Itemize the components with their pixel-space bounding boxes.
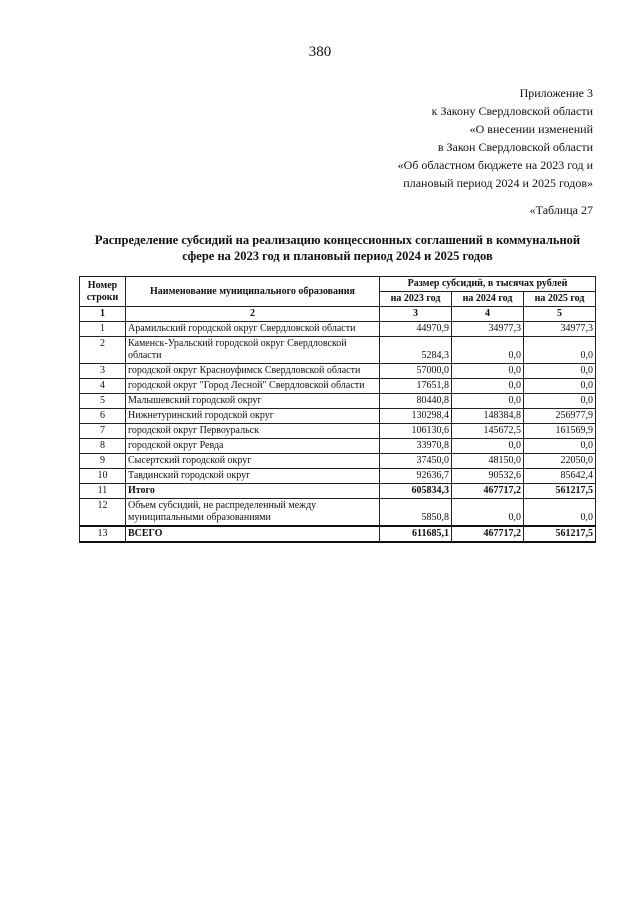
row-number: 9 — [80, 454, 126, 469]
municipality-name: городской округ Ревда — [126, 439, 380, 454]
appendix-line: «О внесении изменений — [469, 122, 593, 136]
table-row — [80, 337, 596, 364]
header-2023: на 2023 год — [380, 292, 452, 307]
value-2023: 44970,9 — [380, 322, 452, 337]
value-2024: 0,0 — [452, 499, 524, 527]
table-row — [80, 322, 596, 337]
value-2025: 22050,0 — [524, 454, 596, 469]
municipality-name: Объем субсидий, не распределенный между муниципальными образованиями — [126, 499, 380, 527]
value-2024: 0,0 — [452, 337, 524, 364]
municipality-name: Малышевский городской округ — [126, 394, 380, 409]
value-2025: 0,0 — [524, 379, 596, 394]
row-number: 8 — [80, 439, 126, 454]
value-2023: 5284,3 — [380, 337, 452, 364]
value-2025: 0,0 — [524, 439, 596, 454]
header-amount-group: Размер субсидий, в тысячах рублей — [380, 277, 596, 292]
column-index: 2 — [126, 307, 380, 322]
value-2025: 0,0 — [524, 337, 596, 364]
value-2025: 0,0 — [524, 499, 596, 527]
table-row — [80, 424, 596, 439]
column-index: 4 — [452, 307, 524, 322]
row-number: 12 — [80, 499, 126, 527]
header-2024: на 2024 год — [452, 292, 524, 307]
subtotal-row — [80, 484, 596, 499]
value-2024: 145672,5 — [452, 424, 524, 439]
value-2024: 148384,8 — [452, 409, 524, 424]
appendix-line: Приложение 3 — [519, 86, 593, 100]
row-number: 1 — [80, 322, 126, 337]
total-row — [80, 526, 596, 542]
header-2025: на 2025 год — [524, 292, 596, 307]
table-reference: «Таблица 27 — [529, 203, 593, 217]
value-2024: 467717,2 — [452, 526, 524, 542]
value-2023: 80440,8 — [380, 394, 452, 409]
appendix-line: «Об областном бюджете на 2023 год и — [397, 158, 593, 172]
municipality-name: Тавдинский городской округ — [126, 469, 380, 484]
appendix-line: в Закон Свердловской области — [437, 140, 593, 154]
municipality-name: городской округ Красноуфимск Свердловской области — [126, 364, 380, 379]
subsidies-table — [79, 276, 596, 543]
table-row — [80, 379, 596, 394]
municipality-name: Итого — [126, 484, 380, 499]
municipality-name: Арамильский городской округ Свердловской области — [126, 322, 380, 337]
value-2025: 256977,9 — [524, 409, 596, 424]
row-number: 6 — [80, 409, 126, 424]
row-number: 2 — [80, 337, 126, 364]
table-row — [80, 499, 596, 527]
municipality-name: Каменск-Уральский городской округ Свердловской области — [126, 337, 380, 364]
value-2024: 0,0 — [452, 364, 524, 379]
table-row — [80, 454, 596, 469]
row-number: 4 — [80, 379, 126, 394]
row-number: 13 — [80, 526, 126, 542]
value-2024: 48150,0 — [452, 454, 524, 469]
value-2025: 85642,4 — [524, 469, 596, 484]
value-2025: 161569,9 — [524, 424, 596, 439]
value-2025: 0,0 — [524, 364, 596, 379]
table-row — [80, 409, 596, 424]
value-2023: 33970,8 — [380, 439, 452, 454]
municipality-name: городской округ Первоуральск — [126, 424, 380, 439]
column-index: 3 — [380, 307, 452, 322]
column-index: 5 — [524, 307, 596, 322]
value-2023: 106130,6 — [380, 424, 452, 439]
value-2025: 34977,3 — [524, 322, 596, 337]
value-2023: 37450,0 — [380, 454, 452, 469]
appendix-line: плановый период 2024 и 2025 годов» — [403, 176, 593, 190]
value-2023: 130298,4 — [380, 409, 452, 424]
table-row — [80, 469, 596, 484]
value-2025: 0,0 — [524, 394, 596, 409]
header-row-number: Номер строки — [80, 277, 126, 307]
column-index: 1 — [80, 307, 126, 322]
row-number: 7 — [80, 424, 126, 439]
municipality-name: городской округ "Город Лесной" Свердловской области — [126, 379, 380, 394]
table-row — [80, 364, 596, 379]
document-title: Распределение субсидий на реализацию концессионных соглашений в коммунальной сфере на 2023 год и плановый период 2024 и 2025 годов — [94, 233, 581, 263]
value-2024: 0,0 — [452, 394, 524, 409]
value-2023: 57000,0 — [380, 364, 452, 379]
value-2023: 611685,1 — [380, 526, 452, 542]
appendix-line: к Закону Свердловской области — [431, 104, 593, 118]
value-2025: 561217,5 — [524, 484, 596, 499]
table-row — [80, 394, 596, 409]
municipality-name: ВСЕГО — [126, 526, 380, 542]
page-number: 380 — [308, 44, 332, 60]
value-2023: 92636,7 — [380, 469, 452, 484]
municipality-name: Сысертский городской округ — [126, 454, 380, 469]
table-row — [80, 439, 596, 454]
value-2023: 605834,3 — [380, 484, 452, 499]
value-2024: 0,0 — [452, 379, 524, 394]
value-2024: 0,0 — [452, 439, 524, 454]
value-2023: 5850,8 — [380, 499, 452, 527]
municipality-name: Нижнетуринский городской округ — [126, 409, 380, 424]
value-2024: 467717,2 — [452, 484, 524, 499]
row-number: 11 — [80, 484, 126, 499]
appendix-header — [398, 84, 593, 192]
value-2023: 17651,8 — [380, 379, 452, 394]
row-number: 10 — [80, 469, 126, 484]
row-number: 5 — [80, 394, 126, 409]
value-2024: 90532,6 — [452, 469, 524, 484]
header-name: Наименование муниципального образования — [126, 277, 380, 307]
row-number: 3 — [80, 364, 126, 379]
value-2025: 561217,5 — [524, 526, 596, 542]
value-2024: 34977,3 — [452, 322, 524, 337]
